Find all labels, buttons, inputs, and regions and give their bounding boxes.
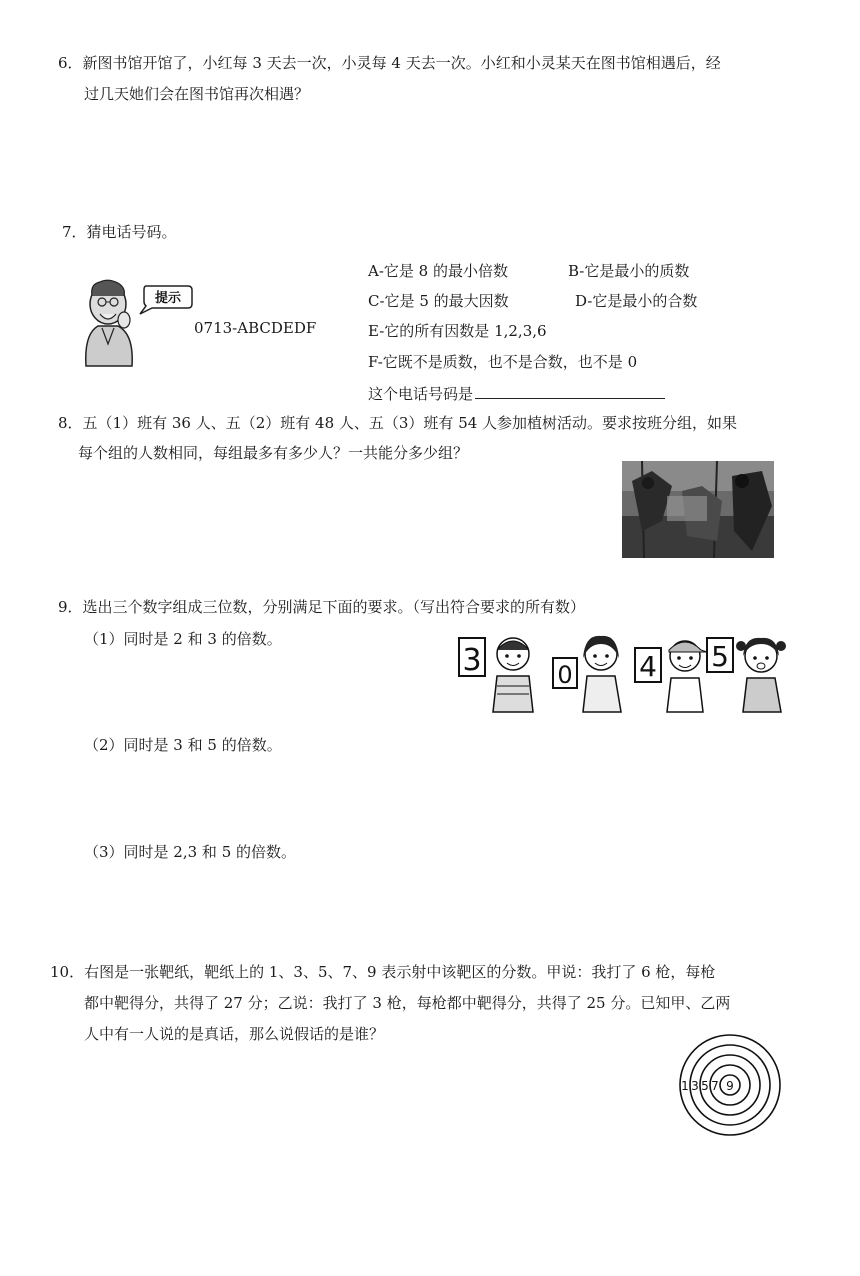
q7-title: 7．猜电话号码。 bbox=[62, 223, 177, 241]
q10-line1: 10．右图是一张靶纸，靶纸上的 1、3、5、7、9 表示射中该靶区的分数。甲说：我打了 6 枪，每枪 bbox=[50, 963, 716, 981]
answer-line bbox=[368, 382, 665, 404]
q9-sub2: （2）同时是 3 和 5 的倍数。 bbox=[84, 736, 282, 754]
card-0: 0 bbox=[557, 661, 573, 689]
target-label-1: 1 bbox=[681, 1079, 689, 1093]
clue-f: F-它既不是质数，也不是合数，也不是 0 bbox=[368, 353, 638, 371]
tree-planting-photo bbox=[622, 461, 774, 558]
q6-line1: 6．新图书馆开馆了，小红每 3 天去一次，小灵每 4 天去一次。小红和小灵某天在图书馆相遇后，经 bbox=[58, 54, 721, 72]
phone-template: 0713-ABCDEDF bbox=[194, 319, 317, 337]
q10-line2: 都中靶得分，共得了 27 分；乙说：我打了 3 枪，每枪都中靶得分，共得了 25 分。已知甲、乙两 bbox=[84, 994, 731, 1012]
old-man-hint-illustration bbox=[78, 274, 193, 370]
clue-a: A-它是 8 的最小倍数 bbox=[368, 262, 508, 280]
clue-c: C-它是 5 的最大因数 bbox=[368, 292, 509, 310]
card-5: 5 bbox=[711, 640, 729, 673]
q9-sub1: （1）同时是 2 和 3 的倍数。 bbox=[84, 630, 282, 648]
card-3: 3 bbox=[462, 643, 482, 678]
q9-sub3: （3）同时是 2,3 和 5 的倍数。 bbox=[84, 843, 297, 861]
target-label-7: 7 bbox=[711, 1079, 719, 1093]
q8-line2: 每个组的人数相同，每组最多有多少人？一共能分多少组？ bbox=[78, 444, 469, 462]
answer-blank[interactable] bbox=[475, 382, 665, 399]
clue-d: D-它是最小的合数 bbox=[575, 292, 698, 310]
q8-line1: 8．五（1）班有 36 人、五（2）班有 48 人、五（3）班有 54 人参加植树活动。要求按班分组，如果 bbox=[58, 414, 738, 432]
target-diagram bbox=[676, 1032, 784, 1138]
q9-title: 9．选出三个数字组成三位数，分别满足下面的要求。（写出符合要求的所有数） bbox=[58, 598, 586, 616]
target-label-5: 5 bbox=[701, 1079, 709, 1093]
clue-e: E-它的所有因数是 1,2,3,6 bbox=[368, 322, 547, 340]
target-label-9: 9 bbox=[726, 1079, 734, 1093]
q6-line2: 过几天她们会在图书馆再次相遇？ bbox=[84, 85, 310, 103]
clue-b: B-它是最小的质数 bbox=[568, 262, 690, 280]
card-4: 4 bbox=[639, 650, 657, 683]
target-label-3: 3 bbox=[691, 1079, 699, 1093]
hint-label: 提示 bbox=[154, 291, 182, 306]
children-number-cards-illustration bbox=[455, 628, 795, 714]
answer-prompt: 这个电话号码是 bbox=[368, 385, 474, 403]
q10-line3: 人中有一人说的是真话，那么说假话的是谁？ bbox=[84, 1025, 385, 1043]
